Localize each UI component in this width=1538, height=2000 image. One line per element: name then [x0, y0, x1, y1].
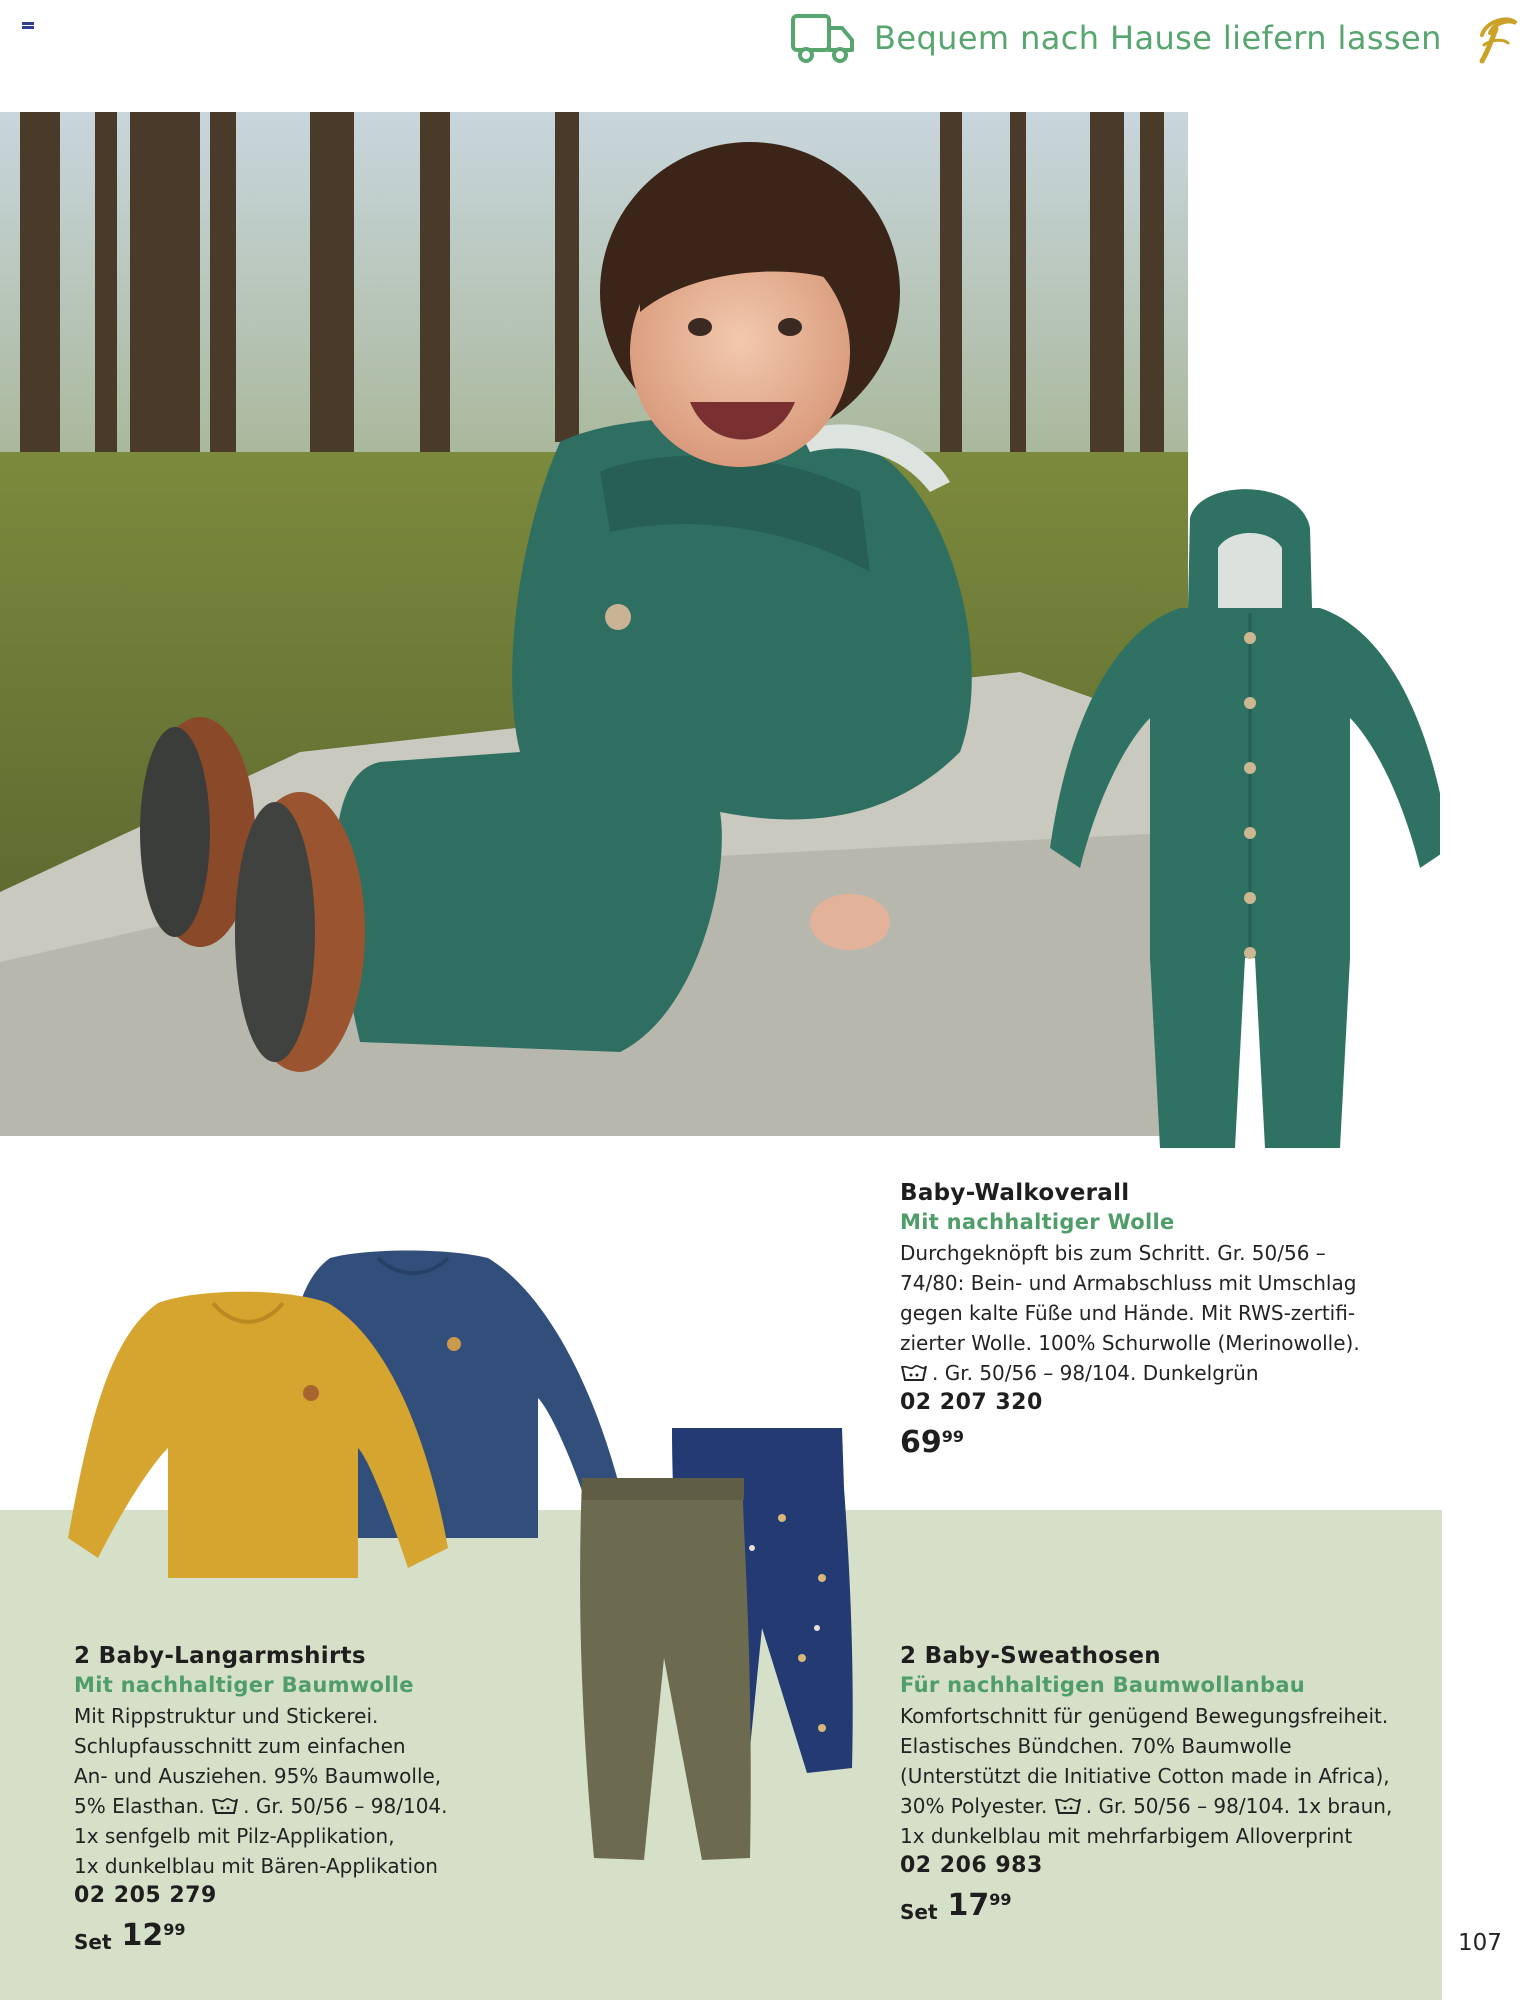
product-name: 2 Baby-Sweathosen: [900, 1643, 1161, 1669]
description-line: gegen kalte Füße und Hände. Mit RWS-zertifi-: [900, 1301, 1356, 1325]
washing-care-icon: [211, 1796, 239, 1816]
walkoverall-product-info: [900, 1180, 1460, 1460]
product-subtitle: Mit nachhaltiger Baumwolle: [74, 1673, 414, 1697]
set-label: Set: [74, 1930, 112, 1954]
baby-sweatpants-photo: [572, 1428, 862, 1873]
description-line: Komfortschnitt für genügend Bewegungsfreiheit.: [900, 1704, 1389, 1728]
description-line: zierter Wolle. 100% Schurwolle (Merinowolle).: [900, 1331, 1360, 1355]
washing-care-icon: [1054, 1796, 1082, 1816]
set-label: Set: [900, 1900, 938, 1924]
tchibo-logo: [1464, 9, 1522, 67]
green-overall-product-photo: [1050, 488, 1440, 1158]
description-line: Mit Rippstruktur und Stickerei.: [74, 1704, 379, 1728]
article-number: 02 206 983: [900, 1853, 1043, 1878]
description-line: 1x dunkelblau mit mehrfarbigem Alloverprint: [900, 1824, 1353, 1848]
product-name: Baby-Walkoverall: [900, 1180, 1130, 1206]
truck-icon: [790, 10, 856, 66]
description-line: An- und Ausziehen. 95% Baumwolle,: [74, 1764, 442, 1788]
care-text: . Gr. 50/56 – 98/104. Dunkelgrün: [932, 1361, 1259, 1385]
price-main: 69: [900, 1425, 942, 1460]
price-main: 17: [947, 1888, 990, 1923]
language-flag-icon[interactable]: [22, 22, 34, 32]
price-main: 12: [121, 1918, 164, 1953]
description-line: Schlupfausschnitt zum einfachen: [74, 1734, 406, 1758]
shirts-product-info: [74, 1643, 544, 1954]
description-line: Elastisches Bündchen. 70% Baumwolle: [900, 1734, 1292, 1758]
description-line: 74/80: Bein- und Armabschluss mit Umschlag: [900, 1271, 1357, 1295]
product-subtitle: Mit nachhaltiger Wolle: [900, 1210, 1175, 1234]
care-line: [900, 1791, 1460, 1821]
delivery-header: [790, 8, 1522, 68]
page-number: 107: [1458, 1930, 1502, 1956]
care-line: [900, 1358, 1460, 1388]
price: [74, 1918, 544, 1954]
sweatpants-product-info: [900, 1643, 1460, 1924]
baby-in-forest-photo: [0, 112, 1188, 1136]
price: [900, 1425, 1460, 1460]
description-line: (Unterstützt die Initiative Cotton made in Africa),: [900, 1764, 1390, 1788]
care-prefix: 30% Polyester.: [900, 1794, 1048, 1818]
price-cents: 99: [163, 1920, 186, 1939]
price: [900, 1888, 1460, 1924]
price-cents: 99: [989, 1890, 1012, 1909]
article-number: 02 207 320: [900, 1390, 1043, 1415]
product-description: [900, 1238, 1460, 1388]
care-line: [74, 1791, 544, 1821]
care-suffix: . Gr. 50/56 – 98/104. 1x braun,: [1085, 1794, 1393, 1818]
product-description: [74, 1701, 544, 1881]
product-description: [900, 1701, 1460, 1851]
care-suffix: . Gr. 50/56 – 98/104.: [243, 1794, 448, 1818]
baby-longsleeve-shirts-photo: [68, 1248, 620, 1588]
article-number: 02 205 279: [74, 1883, 217, 1908]
product-name: 2 Baby-Langarmshirts: [74, 1643, 366, 1669]
washing-care-icon: [900, 1363, 928, 1383]
description-line: Durchgeknöpft bis zum Schritt. Gr. 50/56 –: [900, 1241, 1326, 1265]
description-line: 1x dunkelblau mit Bären-Applikation: [74, 1854, 438, 1878]
product-subtitle: Für nachhaltigen Baumwollanbau: [900, 1673, 1306, 1697]
delivery-text: Bequem nach Hause liefern lassen: [874, 19, 1442, 57]
price-cents: 99: [941, 1427, 965, 1446]
care-prefix: 5% Elasthan.: [74, 1794, 205, 1818]
description-line: 1x senfgelb mit Pilz-Applikation,: [74, 1824, 395, 1848]
